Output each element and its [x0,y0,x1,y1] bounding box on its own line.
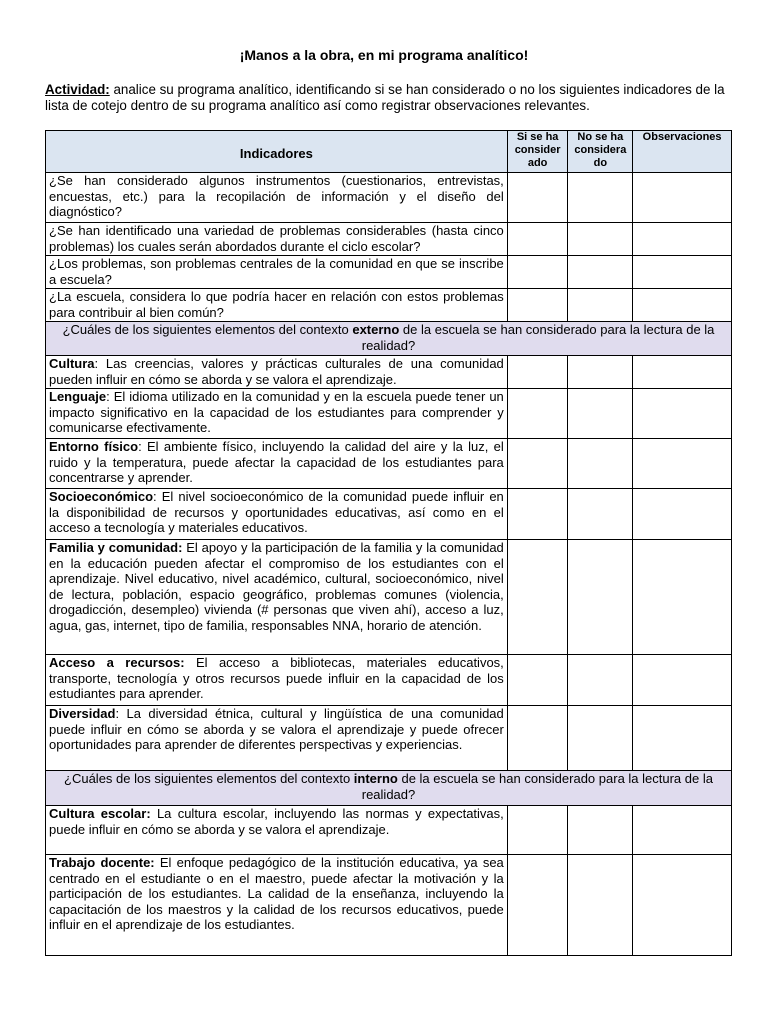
table-row [46,223,732,256]
activity-label: Actividad: [45,82,110,97]
indicator-text [46,489,508,540]
section-text: de la escuela se han considerado para la lectura de la realidad? [361,322,715,353]
indicator-text: ¿Se han considerado algunos instrumentos (cuestionarios, entrevistas, encuestas, etc.) para la recopilación de información y el diseño del diagnóstico? [46,173,508,223]
section-text: ¿Cuáles de los siguientes elementos del contexto [62,322,353,337]
indicator-separator: : [106,389,110,404]
indicator-text [46,706,508,771]
activity-text: analice su programa analítico, identificando si se han considerado o no los siguientes indicadores de la lista de cotejo dentro de su programa analítico así como registrar observaciones relevantes. [45,82,725,113]
yes-cell[interactable] [507,706,568,771]
indicator-separator: : [115,706,120,721]
no-cell[interactable] [568,806,633,855]
header-indicators: Indicadores [46,131,508,173]
indicator-text: ¿Los problemas, son problemas centrales de la comunidad en que se inscribe a escuela? [46,256,508,289]
yes-cell[interactable] [507,489,568,540]
indicator-description: El apoyo y la participación de la familia y la comunidad en la educación pueden afectar el compromiso de los estudiantes con el aprendizaje. Nivel educativo, nivel académico, cultural, socioeconómico, nivel de lectura, población, espacio geográfico, problemas comunes (violencia, drogadicción, desempleo) vivienda (# personas que viven ahí), acceso a luz, agua, gas, internet, tipo de familia, responsables NNA, horario de atención. [49,540,504,633]
observations-cell[interactable] [633,489,732,540]
section-row-external [46,322,732,356]
table-row [46,439,732,489]
yes-cell[interactable] [507,806,568,855]
indicator-description: El acceso a bibliotecas, materiales educativos, transporte, tecnología y otros recursos puede influir en la capacidad de los estudiantes para aprender. [49,655,504,701]
indicator-text [46,540,508,655]
yes-cell[interactable] [507,356,568,389]
indicator-description: El idioma utilizado en la comunidad y en la escuela puede tener un impacto significativo en la capacidad de los estudiantes para comprender y comunicarse efectivamente. [49,389,504,435]
table-row [46,489,732,540]
yes-cell[interactable] [507,289,568,322]
yes-cell[interactable] [507,389,568,439]
indicator-term: Lenguaje [49,389,107,404]
table-row [46,173,732,223]
indicator-term: Socioeconómico [49,489,154,504]
no-cell[interactable] [568,256,633,289]
indicator-description: El nivel socioeconómico de la comunidad puede influir en la disponibilidad de recursos y oportunidades educativas, así como en el acceso a tecnología y materiales educativos. [49,489,504,535]
indicator-text: ¿Se han identificado una variedad de problemas considerables (hasta cinco problemas) los cuales serán abordados durante el ciclo escolar? [46,223,508,256]
yes-cell[interactable] [507,173,568,223]
observations-cell[interactable] [633,439,732,489]
table-row [46,540,732,655]
indicator-separator: : [138,439,142,454]
section-text: de la escuela se han considerado para la lectura de la realidad? [361,771,713,802]
header-row [46,131,732,173]
indicator-text: ¿La escuela, considera lo que podría hacer en relación con estos problemas para contribuir al bien común? [46,289,508,322]
indicator-text [46,655,508,706]
no-cell[interactable] [568,223,633,256]
observations-cell[interactable] [633,706,732,771]
table-row [46,356,732,389]
observations-cell[interactable] [633,173,732,223]
section-title-external [46,322,732,356]
indicator-separator: : [153,489,157,504]
table-row [46,806,732,855]
indicator-text [46,389,508,439]
indicator-description: El ambiente físico, incluyendo la calidad del aire y la luz, el ruido y la temperatura, puede afectar la capacidad de los estudiantes para concentrarse y aprender. [49,439,504,485]
indicator-description: Las creencias, valores y prácticas culturales de una comunidad pueden influir en cómo se aborda y se valora el aprendizaje. [49,356,504,387]
yes-cell[interactable] [507,655,568,706]
section-text: ¿Cuáles de los siguientes elementos del contexto [64,771,354,786]
section-title-internal [46,771,732,806]
indicator-term: Familia y comunidad: [49,540,183,555]
header-no: No se ha considera do [568,131,633,173]
no-cell[interactable] [568,289,633,322]
yes-cell[interactable] [507,439,568,489]
table-row [46,256,732,289]
yes-cell[interactable] [507,223,568,256]
observations-cell[interactable] [633,855,732,956]
header-observations: Observaciones [633,131,732,173]
indicator-text [46,855,508,956]
no-cell[interactable] [568,540,633,655]
table-row [46,389,732,439]
section-row-internal [46,771,732,806]
header-yes: Si se ha consider ado [507,131,568,173]
table-row [46,855,732,956]
indicator-description: La cultura escolar, incluyendo las normas y expectativas, puede influir en cómo se aborda y se valora el aprendizaje. [49,806,504,837]
checklist-table [45,130,732,956]
page-title: ¡Manos a la obra, en mi programa analítico! [239,47,529,63]
yes-cell[interactable] [507,540,568,655]
indicator-term: Cultura [49,356,95,371]
yes-cell[interactable] [507,855,568,956]
no-cell[interactable] [568,489,633,540]
indicator-description: La diversidad étnica, cultural y lingüística de una comunidad puede influir en cómo se aborda y se valora el aprendizaje y puede ofrecer oportunidades para aprender de diferentes perspectivas y experiencias. [49,706,504,752]
table-row [46,655,732,706]
indicator-term: Diversidad [49,706,116,721]
observations-cell[interactable] [633,540,732,655]
no-cell[interactable] [568,706,633,771]
section-emphasis: interno [353,771,398,786]
no-cell[interactable] [568,439,633,489]
observations-cell[interactable] [633,655,732,706]
no-cell[interactable] [568,855,633,956]
observations-cell[interactable] [633,223,732,256]
table-row [46,706,732,771]
indicator-term: Cultura escolar: [49,806,151,821]
indicator-text [46,806,508,855]
observations-cell[interactable] [633,389,732,439]
no-cell[interactable] [568,389,633,439]
no-cell[interactable] [568,173,633,223]
observations-cell[interactable] [633,356,732,389]
indicator-term: Entorno físico [49,439,139,454]
section-emphasis: externo [352,322,400,337]
indicator-term: Trabajo docente: [49,855,155,870]
table-row [46,289,732,322]
indicator-separator: : [94,356,99,371]
no-cell[interactable] [568,655,633,706]
observations-cell[interactable] [633,806,732,855]
no-cell[interactable] [568,356,633,389]
yes-cell[interactable] [507,256,568,289]
indicator-text [46,356,508,389]
indicator-description: El enfoque pedagógico de la institución educativa, ya sea centrado en el estudiante o en el maestro, puede afectar la motivación y la participación de los estudiantes. La calidad de la enseñanza, incluyendo la capacitación de los maestros y la calidad de los recursos educativos, puede influir en el aprendizaje de los estudiantes. [49,855,504,932]
indicator-text [46,439,508,489]
observations-cell[interactable] [633,256,732,289]
activity-instructions [45,82,731,114]
indicator-term: Acceso a recursos: [49,655,185,670]
observations-cell[interactable] [633,289,732,322]
